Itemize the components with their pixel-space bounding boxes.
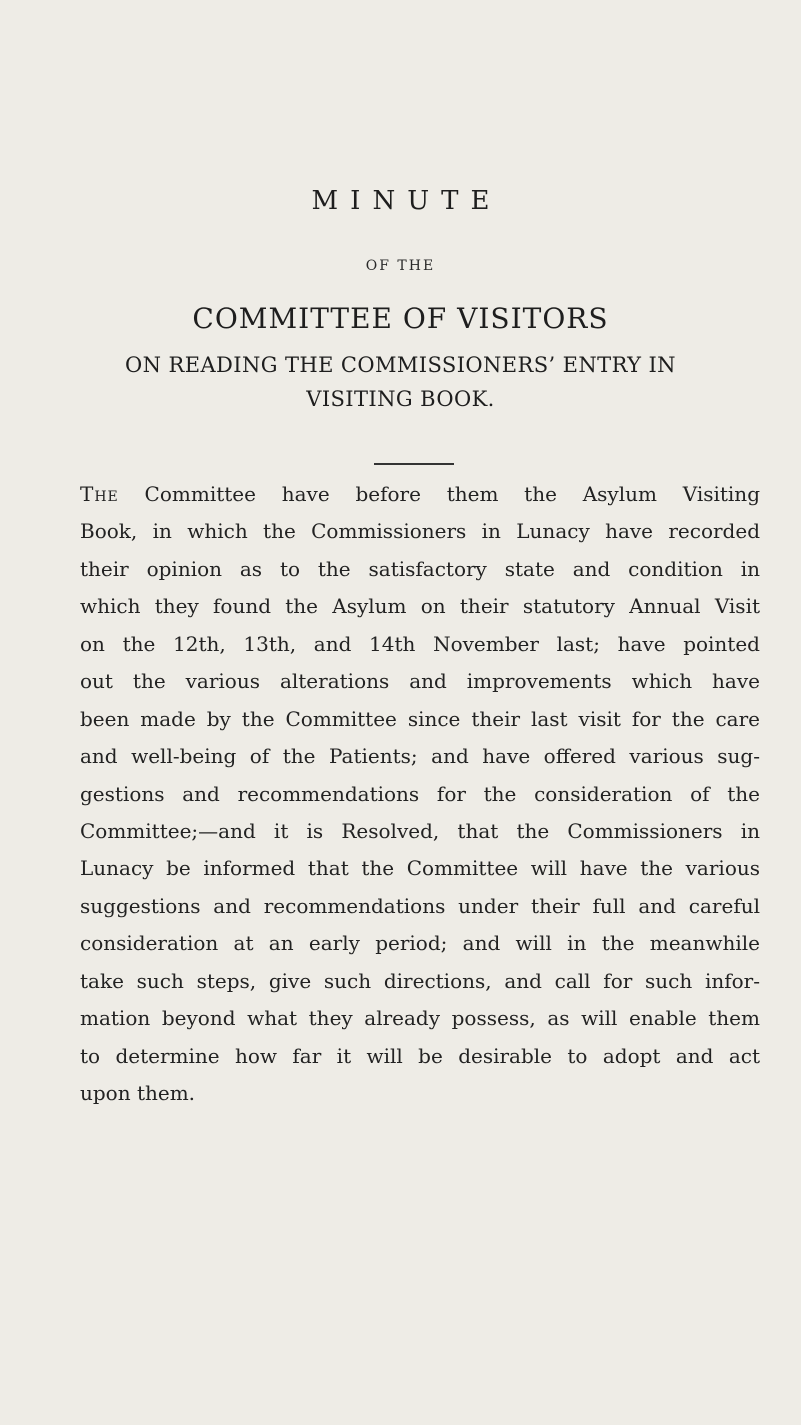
- title-of-the: OF THE: [365, 258, 436, 274]
- body-line-15: mation beyond what they already possess, as will enable them: [80, 1006, 760, 1031]
- lead-word: The: [80, 482, 119, 506]
- body-line-14: take such steps, give such directions, and call for such infor-: [80, 968, 760, 993]
- body-line-7: been made by the Committee since their last visit for the care: [80, 706, 760, 731]
- body-line-4: which they found the Asylum on their statutory Annual Visit: [80, 594, 760, 619]
- body-line-13: consideration at an early period; and will in the meanwhile: [80, 931, 760, 956]
- body-line-8: and well-being of the Patients; and have offered various sug-: [80, 744, 760, 769]
- title-minute: MINUTE: [311, 186, 502, 216]
- body-line-10: Committee;—and it is Resolved, that the Commissioners in: [80, 818, 760, 843]
- subtitle-line-2: VISITING BOOK.: [306, 387, 495, 411]
- body-line-9: gestions and recommendations for the consideration of the: [80, 781, 760, 806]
- section-divider: [374, 463, 454, 465]
- body-line-17: upon them.: [80, 1081, 196, 1105]
- body-line-5: on the 12th, 13th, and 14th November last; have pointed: [80, 631, 760, 656]
- first-line-text: Committee have before them the Asylum Visiting: [118, 482, 760, 506]
- body-line-1: [80, 476, 760, 513]
- body-line-6: out the various alterations and improvements which have: [80, 669, 760, 694]
- body-line-12: suggestions and recommendations under their full and careful: [80, 893, 760, 918]
- minute-body: [80, 476, 760, 1112]
- body-line-2: Book, in which the Commissioners in Lunacy have recorded: [80, 519, 760, 544]
- body-line-3: their opinion as to the satisfactory state and condition in: [80, 556, 760, 581]
- body-line-11: Lunacy be informed that the Committee will have the various: [80, 856, 760, 881]
- body-line-16: to determine how far it will be desirable to adopt and act: [80, 1043, 760, 1068]
- subtitle-line-1: ON READING THE COMMISSIONERS’ ENTRY IN: [125, 353, 676, 377]
- title-committee-of-visitors: COMMITTEE OF VISITORS: [192, 302, 609, 335]
